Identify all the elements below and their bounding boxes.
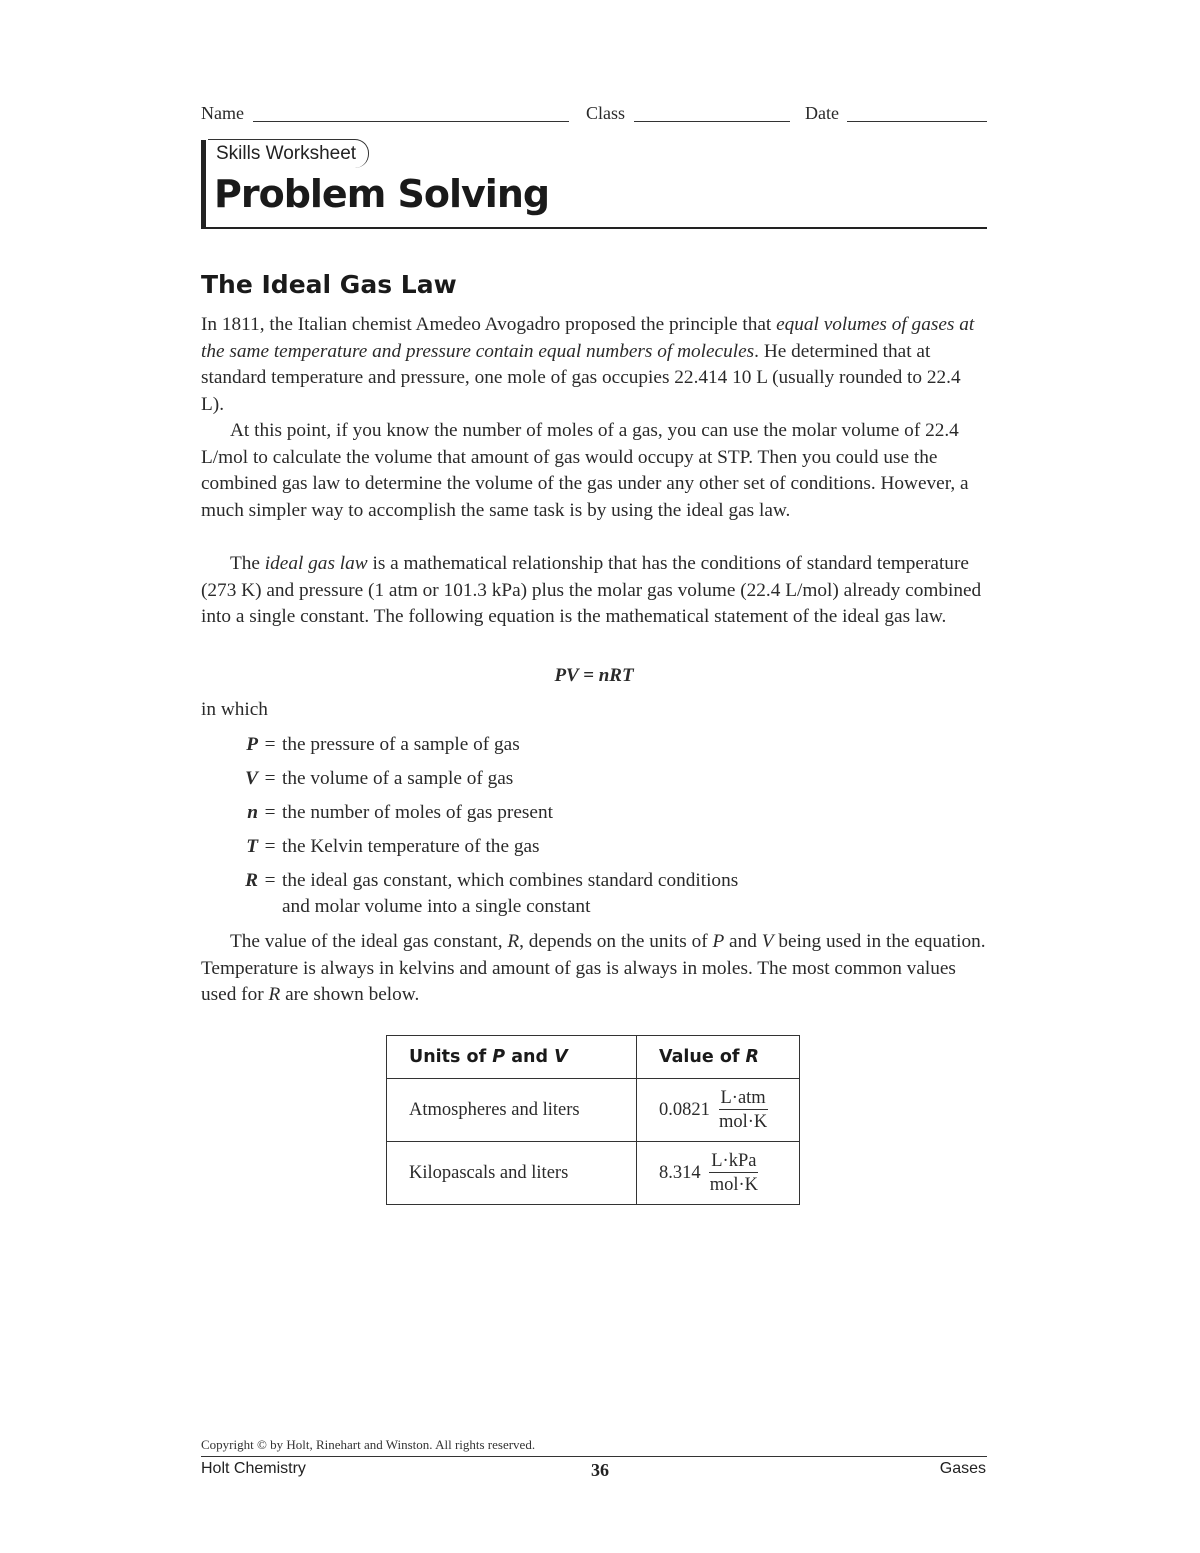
definition-item: n = the number of moles of gas present: [236, 800, 976, 826]
value-cell: [637, 1079, 800, 1142]
footer-book-title: Holt Chemistry: [201, 1460, 306, 1477]
definition-symbol: R: [245, 870, 258, 891]
copyright-notice: Copyright © by Holt, Rinehart and Winston. All rights reserved.: [201, 1437, 536, 1452]
definition-symbol: T: [246, 836, 258, 857]
date-field[interactable]: [847, 121, 987, 122]
gas-constant-table: [386, 1035, 800, 1205]
fraction-numerator: L·kPa: [711, 1150, 757, 1171]
name-field[interactable]: [253, 121, 569, 122]
p1-text-a: In 1811, the Italian chemist Amedeo Avogadro proposed the principle that: [201, 314, 777, 335]
definition-symbol: n: [247, 802, 258, 823]
name-label: Name: [201, 103, 244, 123]
p4-text-e: are shown below.: [280, 984, 420, 1005]
p4-text-a: The value of the ideal gas constant,: [230, 931, 508, 952]
table-row: [387, 1142, 800, 1205]
title-bar-accent: [201, 140, 206, 229]
definition-item: R = the ideal gas constant, which combines standard conditions and molar volume into a single constant: [236, 868, 976, 920]
definition-item: T = the Kelvin temperature of the gas: [236, 834, 976, 860]
section-title: The Ideal Gas Law: [201, 270, 457, 299]
table-row: [387, 1079, 800, 1142]
definition-symbol: P: [246, 734, 258, 755]
p4-symbol-r: R: [507, 931, 520, 952]
p4-text-d: being used in the equation. Temperature is always in kelvins and amount of gas is always in moles. The most common values used for: [201, 931, 986, 1005]
definition-symbol: V: [245, 768, 258, 789]
p3-italic: ideal gas law: [264, 553, 368, 574]
p1-text-b: . He determined that at standard temperature and pressure, one mole of gas occupies 22.414 10 L (usually rounded to 22.4 L).: [201, 340, 961, 415]
units-cell: Atmospheres and liters: [387, 1079, 637, 1142]
class-field[interactable]: [634, 121, 790, 122]
p3-text-b: is a mathematical relationship that has the conditions of standard temperature (273 K) and pressure (1 atm or 101.3 kPa) plus the molar gas volume (22.4 L/mol) already combined into a single constant. The following equation is the mathematical statement of the ideal gas law.: [201, 553, 982, 627]
r-units-fraction: [719, 1087, 768, 1134]
worksheet-type-tab: Skills Worksheet: [208, 139, 369, 168]
units-cell: Kilopascals and liters: [387, 1142, 637, 1205]
p4-text-b: , depends on the units of: [519, 931, 713, 952]
definition-text: the number of moles of gas present: [282, 802, 553, 823]
table-header-row: [387, 1036, 800, 1079]
column-header-value: Value of R: [637, 1036, 800, 1079]
definition-item: V = the volume of a sample of gas: [236, 766, 976, 792]
definition-text: the ideal gas constant, which combines standard conditions: [282, 870, 739, 891]
fraction-denominator: mol·K: [709, 1174, 759, 1195]
p4-symbol-v: V: [761, 931, 774, 952]
r-value: 8.314: [659, 1162, 701, 1183]
footer-divider: [201, 1456, 987, 1457]
class-label: Class: [586, 103, 626, 123]
p1-italic: equal volumes of gases at the same temperature and pressure contain equal numbers of molecules: [201, 314, 975, 362]
page-number: 36: [591, 1460, 609, 1480]
fraction-denominator: mol·K: [718, 1111, 768, 1132]
paragraph-3: [201, 551, 987, 631]
fraction-numerator: L·atm: [720, 1087, 766, 1108]
paragraph-4: [201, 929, 987, 1009]
p4-text-c: and: [724, 931, 762, 952]
definition-text: the volume of a sample of gas: [282, 768, 514, 789]
in-which-label: in which: [201, 699, 268, 720]
title-divider: [201, 227, 987, 229]
definition-text-continued: and molar volume into a single constant: [282, 896, 591, 917]
date-label: Date: [805, 103, 839, 123]
ideal-gas-equation: PV = nRT: [554, 665, 634, 686]
r-units-fraction: [709, 1150, 758, 1197]
definition-text: the pressure of a sample of gas: [282, 734, 520, 755]
paragraph-2: At this point, if you know the number of moles of a gas, you can use the molar volume of 22.4 L/mol to calculate the volume that amount of gas would occupy at STP. Then you could use the combined gas law to determine the volume of the gas under any other set of conditions. However, a much simpler way to accomplish the same task is by using the ideal gas law.: [201, 420, 969, 521]
definition-text: the Kelvin temperature of the gas: [282, 836, 540, 857]
footer-chapter: Gases: [939, 1460, 986, 1477]
paragraph-1: [201, 312, 987, 418]
r-value: 0.0821: [659, 1099, 710, 1120]
column-header-units: Units of P and V: [387, 1036, 637, 1079]
p4-symbol-r2: R: [268, 984, 281, 1005]
page-title: Problem Solving: [214, 172, 550, 216]
p4-symbol-p: P: [712, 931, 725, 952]
value-cell: [637, 1142, 800, 1205]
header-fields: [201, 103, 987, 127]
definition-item: P = the pressure of a sample of gas: [236, 732, 976, 758]
p3-text-a: The: [230, 553, 265, 574]
